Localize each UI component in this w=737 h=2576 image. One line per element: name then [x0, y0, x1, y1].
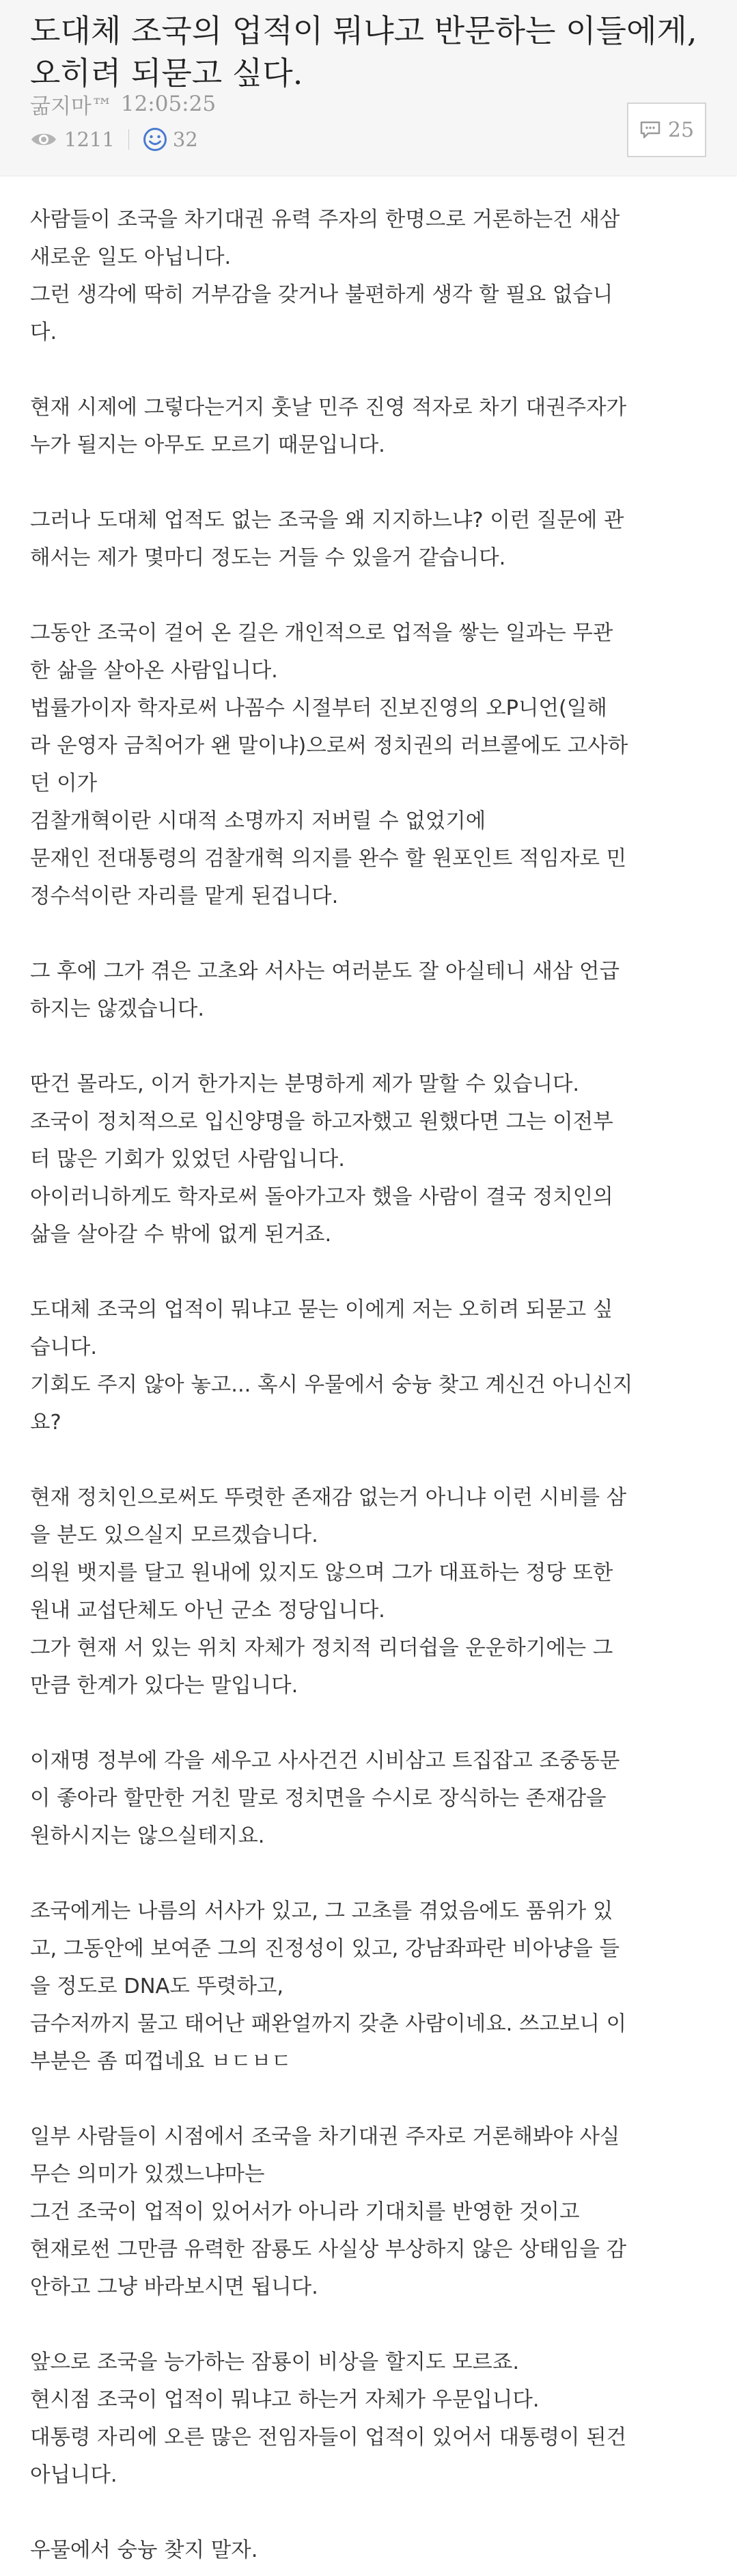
blank-line: [30, 1028, 713, 1066]
comment-icon: [639, 120, 661, 139]
body-line: 일부 사람들이 시점에서 조국을 차기대권 주자로 거론해봐야 사실: [30, 2125, 620, 2149]
body-line: 부분은 좀 띠껍네요 ㅂㄷㅂㄷ: [30, 2050, 292, 2074]
post-header: [0, 0, 737, 176]
body-line: 요?: [30, 1411, 61, 1435]
eye-icon: [30, 130, 57, 149]
blank-line: [30, 577, 713, 614]
body-line: 우물에서 숭늉 찾지 말자.: [30, 2538, 258, 2562]
body-line: 새로운 일도 아닙니다.: [30, 245, 232, 269]
body-line: 원하시지는 않으실테지요.: [30, 1824, 265, 1848]
body-line: 대통령 자리에 오른 많은 전임자들이 업적이 있어서 대통령이 된건: [30, 2426, 627, 2450]
body-line: 그런 생각에 딱히 거부감을 갖거나 불편하게 생각 할 필요 없습니: [30, 283, 613, 307]
post-stats: [30, 126, 198, 153]
blank-line: [30, 2306, 713, 2344]
body-line: 아닙니다.: [30, 2463, 117, 2487]
body-line: 고, 그동안에 보여준 그의 진정성이 있고, 강남좌파란 비아냥을 들: [30, 1937, 620, 1961]
body-line: 누가 될지는 아무도 모르기 때문입니다.: [30, 433, 385, 457]
body-line: 도대체 조국의 업적이 뭐냐고 묻는 이에게 저는 오히려 되묻고 싶: [30, 1298, 613, 1322]
body-line: 터 많은 기회가 있었던 사람입니다.: [30, 1148, 345, 1171]
blank-line: [30, 1253, 713, 1291]
body-line: 이 좋아라 할만한 거친 말로 정치면을 수시로 장식하는 존재감을: [30, 1787, 607, 1811]
body-line: 정수석이란 자리를 맡게 된겁니다.: [30, 884, 339, 908]
blank-line: [30, 915, 713, 953]
body-line: 던 이가: [30, 772, 98, 796]
post-title: [30, 10, 706, 94]
blank-line: [30, 351, 713, 389]
body-line: 한 삶을 살아온 사람입니다.: [30, 659, 278, 683]
smile-icon[interactable]: [143, 127, 167, 152]
body-line: 앞으로 조국을 능가하는 잠룡이 비상을 할지도 모르죠.: [30, 2350, 520, 2374]
body-line: 그건 조국이 업적이 있어서가 아니라 기대치를 반영한 것이고: [30, 2200, 580, 2224]
body-line: 삶을 살아갈 수 밖에 없게 된거죠.: [30, 1223, 332, 1247]
body-line: 그동안 조국이 걸어 온 길은 개인적으로 업적을 쌓는 일과는 무관: [30, 621, 613, 645]
body-line: 을 분도 있으실지 모르겠습니다.: [30, 1523, 318, 1547]
post-time: 12:05:25: [120, 92, 217, 116]
body-line: 을 정도로 DNA도 뚜렷하고,: [30, 1975, 284, 1998]
post-title-line: 오히려 되묻고 싶다.: [30, 55, 303, 92]
body-line: 법률가이자 학자로써 나꼼수 시절부터 진보진영의 오P니언(일해: [30, 696, 607, 720]
body-line: 그 후에 그가 겪은 고초와 서사는 여러분도 잘 아실테니 새삼 언급: [30, 960, 620, 984]
body-line: 원내 교섭단체도 아닌 군소 정당입니다.: [30, 1599, 385, 1623]
body-line: 조국이 정치적으로 입신양명을 하고자했고 원했다면 그는 이전부: [30, 1110, 613, 1134]
post-body: [30, 201, 713, 2569]
body-line: 다.: [30, 321, 57, 344]
stats-divider: [128, 129, 129, 150]
body-line: 의원 뱃지를 달고 원내에 있지도 않으며 그가 대표하는 정당 또한: [30, 1561, 613, 1585]
body-line: 금수저까지 물고 태어난 패완얼까지 갖춘 사람이네요. 쓰고보니 이: [30, 2012, 627, 2036]
body-line: 만큼 한계가 있다는 말입니다.: [30, 1674, 298, 1698]
blank-line: [30, 2494, 713, 2532]
body-line: 하지는 않겠습니다.: [30, 997, 205, 1021]
body-line: 현재로썬 그만큼 유력한 잠룡도 사실상 부상하지 않은 상태임을 감: [30, 2238, 627, 2262]
body-line: 이재명 정부에 각을 세우고 사사건건 시비삼고 트집잡고 조중동문: [30, 1749, 620, 1773]
blank-line: [30, 1441, 713, 1479]
body-line: 습니다.: [30, 1336, 98, 1359]
body-line: 그러나 도대체 업적도 없는 조국을 왜 지지하느냐? 이런 질문에 관: [30, 509, 624, 532]
comment-count-button[interactable]: [627, 103, 706, 157]
post-title-line: 도대체 조국의 업적이 뭐냐고 반문하는 이들에게,: [30, 12, 697, 49]
body-line: 무슨 의미가 있겠느냐마는: [30, 2163, 265, 2186]
body-line: 안하고 그냥 바라보시면 됩니다.: [30, 2275, 318, 2299]
body-line: 딴건 몰라도, 이거 한가지는 분명하게 제가 말할 수 있습니다.: [30, 1072, 580, 1096]
blank-line: [30, 1705, 713, 1742]
blank-line: [30, 464, 713, 502]
body-line: 기회도 주지 않아 놓고... 혹시 우물에서 숭늉 찾고 계신건 아니신지: [30, 1373, 633, 1397]
body-line: 아이러니하게도 학자로써 돌아가고자 했을 사람이 결국 정치인의: [30, 1185, 613, 1209]
blank-line: [30, 2080, 713, 2118]
body-line: 현재 정치인으로써도 뚜렷한 존재감 없는거 아니냐 이런 시비를 삼: [30, 1486, 627, 1510]
body-line: 조국에게는 나름의 서사가 있고, 그 고초를 겪었음에도 품위가 있: [30, 1899, 613, 1923]
body-line: 현시점 조국이 업적이 뭐냐고 하는거 자체가 우문입니다.: [30, 2388, 540, 2412]
view-count: 1211: [64, 128, 115, 151]
blank-line: [30, 1855, 713, 1893]
body-line: 라 운영자 금칙어가 왠 말이냐)으로써 정치권의 러브콜에도 고사하: [30, 734, 628, 758]
body-line: 문재인 전대통령의 검찰개혁 의지를 완수 할 원포인트 적임자로 민: [30, 847, 627, 871]
body-line: 그가 현재 서 있는 위치 자체가 정치적 리더쉽을 운운하기에는 그: [30, 1636, 613, 1660]
body-line: 사람들이 조국을 차기대권 유력 주자의 한명으로 거론하는건 새삼: [30, 208, 620, 232]
author-name[interactable]: 굶지마™: [30, 94, 113, 119]
like-count: 32: [172, 128, 198, 151]
body-line: 해서는 제가 몇마디 정도는 거들 수 있을거 같습니다.: [30, 546, 506, 570]
body-line: 검찰개혁이란 시대적 소명까지 저버릴 수 없었기에: [30, 809, 486, 833]
body-line: 현재 시제에 그렇다는거지 훗날 민주 진영 적자로 차기 대권주자가: [30, 396, 627, 420]
comment-count: 25: [667, 118, 695, 142]
post-meta: [30, 90, 216, 118]
